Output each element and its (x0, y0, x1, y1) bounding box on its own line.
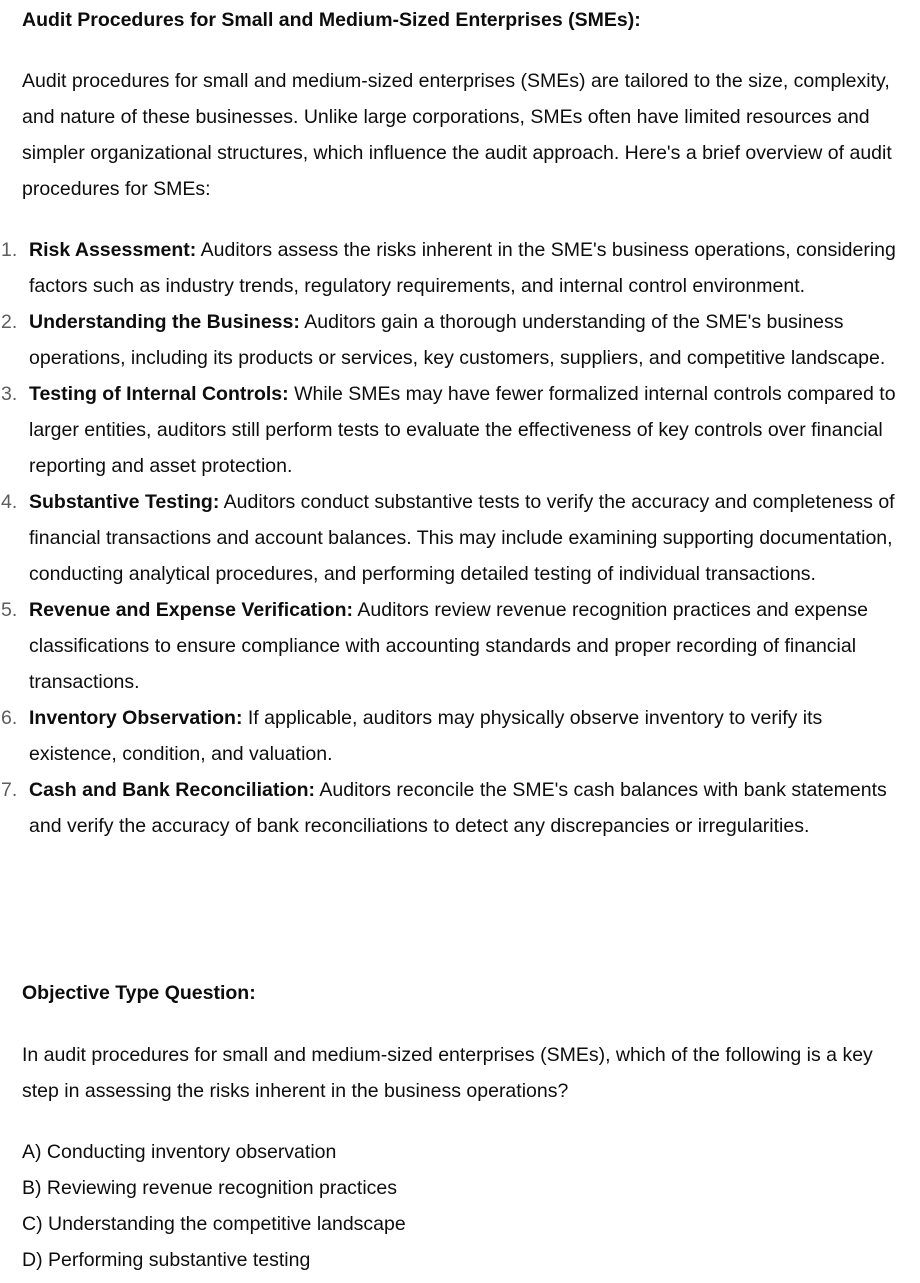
procedure-term: Substantive Testing: (29, 491, 220, 513)
procedure-text: Auditors review revenue recognition practices and expense classifications to ensure compliance with accounting standards and proper recording of financial transactions. (29, 599, 868, 693)
procedure-item-7 (0, 772, 912, 844)
option-a: A) Conducting inventory observation (22, 1141, 337, 1163)
procedures-list (0, 232, 912, 844)
procedure-text: Auditors gain a thorough understanding of the SME's business operations, including its products or services, key customers, suppliers, and competitive landscape. (29, 311, 886, 369)
procedure-term: Revenue and Expense Verification: (29, 599, 354, 621)
procedure-term: Cash and Bank Reconciliation: (29, 779, 316, 801)
procedure-text: While SMEs may have fewer formalized internal controls compared to larger entities, auditors still perform tests to evaluate the effectiveness of key controls over financial reporting and asset protection. (29, 383, 896, 477)
procedure-item-2 (0, 304, 912, 376)
document-title: Audit Procedures for Small and Medium-Sized Enterprises (SMEs): (22, 9, 641, 31)
question-heading: Objective Type Question: (22, 982, 256, 1004)
list-number: 1. (1, 239, 18, 261)
procedure-text: Auditors reconcile the SME's cash balances with bank statements and verify the accuracy of bank reconciliations to detect any discrepancies or irregularities. (29, 779, 887, 837)
intro-paragraph: Audit procedures for small and medium-sized enterprises (SMEs) are tailored to the size, complexity, and nature of these businesses. Unlike large corporations, SMEs often have limited resources and simpler organizational structures, which influence the audit approach. Here's a brief overview of audit procedures for SMEs: (22, 70, 892, 200)
list-number: 3. (1, 383, 18, 405)
list-number: 7. (1, 779, 18, 801)
option-d: D) Performing substantive testing (22, 1249, 311, 1271)
option-c: C) Understanding the competitive landscape (22, 1213, 406, 1235)
procedure-item-4 (0, 484, 912, 592)
procedure-term: Inventory Observation: (29, 707, 243, 729)
procedure-item-3 (0, 376, 912, 484)
list-number: 5. (1, 599, 18, 621)
procedure-term: Risk Assessment: (29, 239, 197, 261)
procedure-item-6 (0, 700, 912, 772)
list-number: 2. (1, 311, 18, 333)
procedure-text: If applicable, auditors may physically observe inventory to verify its existence, condition, and valuation. (29, 707, 823, 765)
procedure-text: Auditors assess the risks inherent in the SME's business operations, considering factors such as industry trends, regulatory requirements, and internal control environment. (29, 239, 896, 297)
answer-options (22, 1134, 406, 1278)
question-text: In audit procedures for small and medium-sized enterprises (SMEs), which of the following is a key step in assessing the risks inherent in the business operations? (22, 1044, 873, 1102)
list-number: 6. (1, 707, 18, 729)
procedure-term: Understanding the Business: (29, 311, 300, 333)
procedure-item-1 (0, 232, 912, 304)
procedure-text: Auditors conduct substantive tests to verify the accuracy and completeness of financial transactions and account balances. This may include examining supporting documentation, conducting analytical procedures, and performing detailed testing of individual transactions. (29, 491, 895, 585)
list-number: 4. (1, 491, 18, 513)
option-b: B) Reviewing revenue recognition practices (22, 1177, 398, 1199)
procedure-item-5 (0, 592, 912, 700)
procedure-term: Testing of Internal Controls: (29, 383, 289, 405)
